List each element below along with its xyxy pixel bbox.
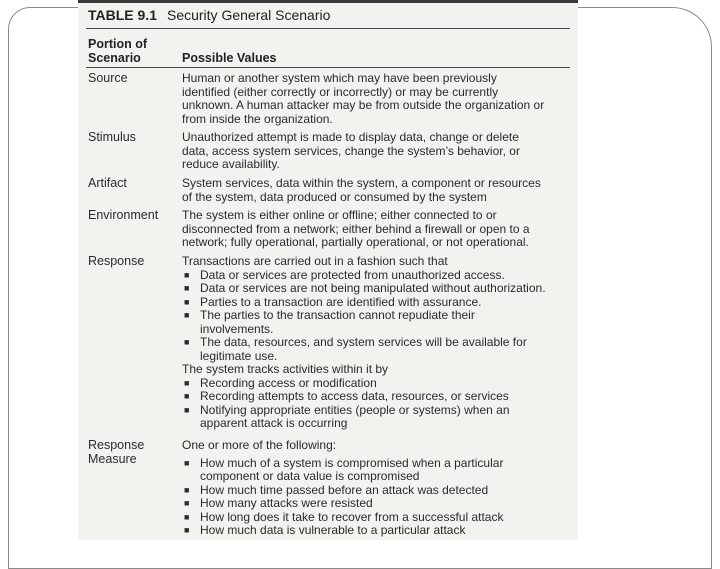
bullet-text: Data or services are protected from unauthorized access. xyxy=(200,267,505,282)
value-line: System services, data within the system, a component or resources xyxy=(182,176,541,190)
bullet-icon: ■ xyxy=(184,377,190,388)
bullet-item xyxy=(182,457,572,471)
bullet-icon: ■ xyxy=(184,457,190,468)
bullet-continuation xyxy=(182,417,572,431)
table-number: TABLE 9.1 xyxy=(88,7,157,23)
bullet-item xyxy=(182,511,572,525)
value-line: disconnected from a network; either behind a firewall or open to a xyxy=(182,221,530,236)
row-value xyxy=(182,439,572,538)
value-line: Unauthorized attempt is made to display data, change or delete xyxy=(182,130,519,144)
bullet-continuation xyxy=(182,350,572,364)
value-line: Human or another system which may have been previously xyxy=(182,71,497,85)
label-line: Environment xyxy=(88,208,159,222)
column-header-line: Scenario xyxy=(88,51,141,65)
label-line: Response xyxy=(88,438,145,452)
row-value xyxy=(182,72,572,126)
bullet-icon: ■ xyxy=(184,498,190,508)
bullet-text: Recording access or modification xyxy=(200,375,377,390)
value-line: reduce availability. xyxy=(182,157,280,171)
bullet-icon: ■ xyxy=(184,283,190,293)
column-header-values: Possible Values xyxy=(182,51,277,65)
bullet-icon: ■ xyxy=(184,511,190,522)
bullet-text: Parties to a transaction are identified with assurance. xyxy=(200,294,482,309)
bullet-text: How much data is vulnerable to a particular attack xyxy=(200,523,466,537)
row-label xyxy=(88,177,178,191)
row-label xyxy=(88,72,178,86)
table-scan xyxy=(78,0,578,540)
row-label xyxy=(88,439,178,466)
bullet-item xyxy=(182,282,572,296)
table-title-text: Security General Scenario xyxy=(166,7,331,23)
value-intro: One or more of the following: xyxy=(182,438,337,452)
bullet-text: The parties to the transaction cannot repudiate their xyxy=(200,308,475,322)
bullet-text: The data, resources, and system services will be available for xyxy=(200,335,527,349)
title-rule xyxy=(86,28,570,29)
value-line: unknown. A human attacker may be from outside the organization or xyxy=(182,98,545,112)
bullet-text: Recording attempts to access data, resources, or services xyxy=(200,389,509,403)
bullet-text: legitimate use. xyxy=(200,348,278,363)
bullet-text: How much time passed before an attack was detected xyxy=(200,482,489,497)
value-line: network; fully operational, partially operational, or not operational. xyxy=(182,235,529,249)
bullet-icon: ■ xyxy=(184,296,190,307)
bullet-item xyxy=(182,309,572,323)
label-line: Source xyxy=(88,71,128,85)
bullet-icon: ■ xyxy=(184,404,190,415)
bullet-icon: ■ xyxy=(184,310,190,320)
header-rule xyxy=(86,67,570,68)
bullet-icon: ■ xyxy=(184,484,190,495)
bullet-item xyxy=(182,377,572,391)
bullet-icon: ■ xyxy=(184,391,190,401)
bullet-text: Notifying appropriate entities (people or systems) when an xyxy=(200,402,510,417)
bullet-icon: ■ xyxy=(184,525,190,535)
column-header-line: Portion of xyxy=(88,37,148,51)
row-value xyxy=(182,209,572,250)
bullet-item xyxy=(182,296,572,310)
table-title xyxy=(88,7,330,23)
bullet-text: apparent attack is occurring xyxy=(200,416,348,430)
bullet-icon: ■ xyxy=(184,269,190,280)
bullet-text: involvements. xyxy=(200,321,274,336)
bullet-icon: ■ xyxy=(184,337,190,347)
bullet-text: How many attacks were resisted xyxy=(200,496,373,510)
value-line: The system is either online or offline; either connected to or xyxy=(182,208,497,222)
bullet-continuation xyxy=(182,323,572,337)
column-header-portion xyxy=(88,37,178,65)
bullet-item xyxy=(182,404,572,418)
row-label xyxy=(88,131,178,145)
label-line: Measure xyxy=(88,451,137,466)
row-value xyxy=(182,131,572,172)
row-value xyxy=(182,177,572,204)
value-line: identified (either correctly or incorrectly) or may be currently xyxy=(182,84,499,99)
bullet-item xyxy=(182,390,572,404)
bullet-item xyxy=(182,336,572,350)
bullet-item xyxy=(182,269,572,283)
top-bar xyxy=(78,0,578,3)
value-intro: Transactions are carried out in a fashion such that xyxy=(182,254,448,268)
row-value xyxy=(182,255,572,431)
bullet-item xyxy=(182,497,572,511)
bullet-text: Data or services are not being manipulated without authorization. xyxy=(200,281,546,295)
bullet-text: How long does it take to recover from a successful attack xyxy=(200,509,504,524)
label-line: Artifact xyxy=(88,176,127,190)
bullet-item xyxy=(182,524,572,538)
label-line: Response xyxy=(88,254,145,268)
row-label xyxy=(88,209,178,223)
value-intro: The system tracks activities within it by xyxy=(182,362,389,376)
value-line: data, access system services, change the system’s behavior, or xyxy=(182,143,520,158)
row-label xyxy=(88,255,178,269)
bullet-continuation xyxy=(182,470,572,484)
value-line: of the system, data produced or consumed by the system xyxy=(182,189,487,204)
value-line: from inside the organization. xyxy=(182,111,333,126)
bullet-text: How much of a system is compromised when a particular xyxy=(200,455,504,470)
label-line: Stimulus xyxy=(88,130,136,144)
bullet-text: component or data value is compromised xyxy=(200,469,420,483)
bullet-item xyxy=(182,484,572,498)
